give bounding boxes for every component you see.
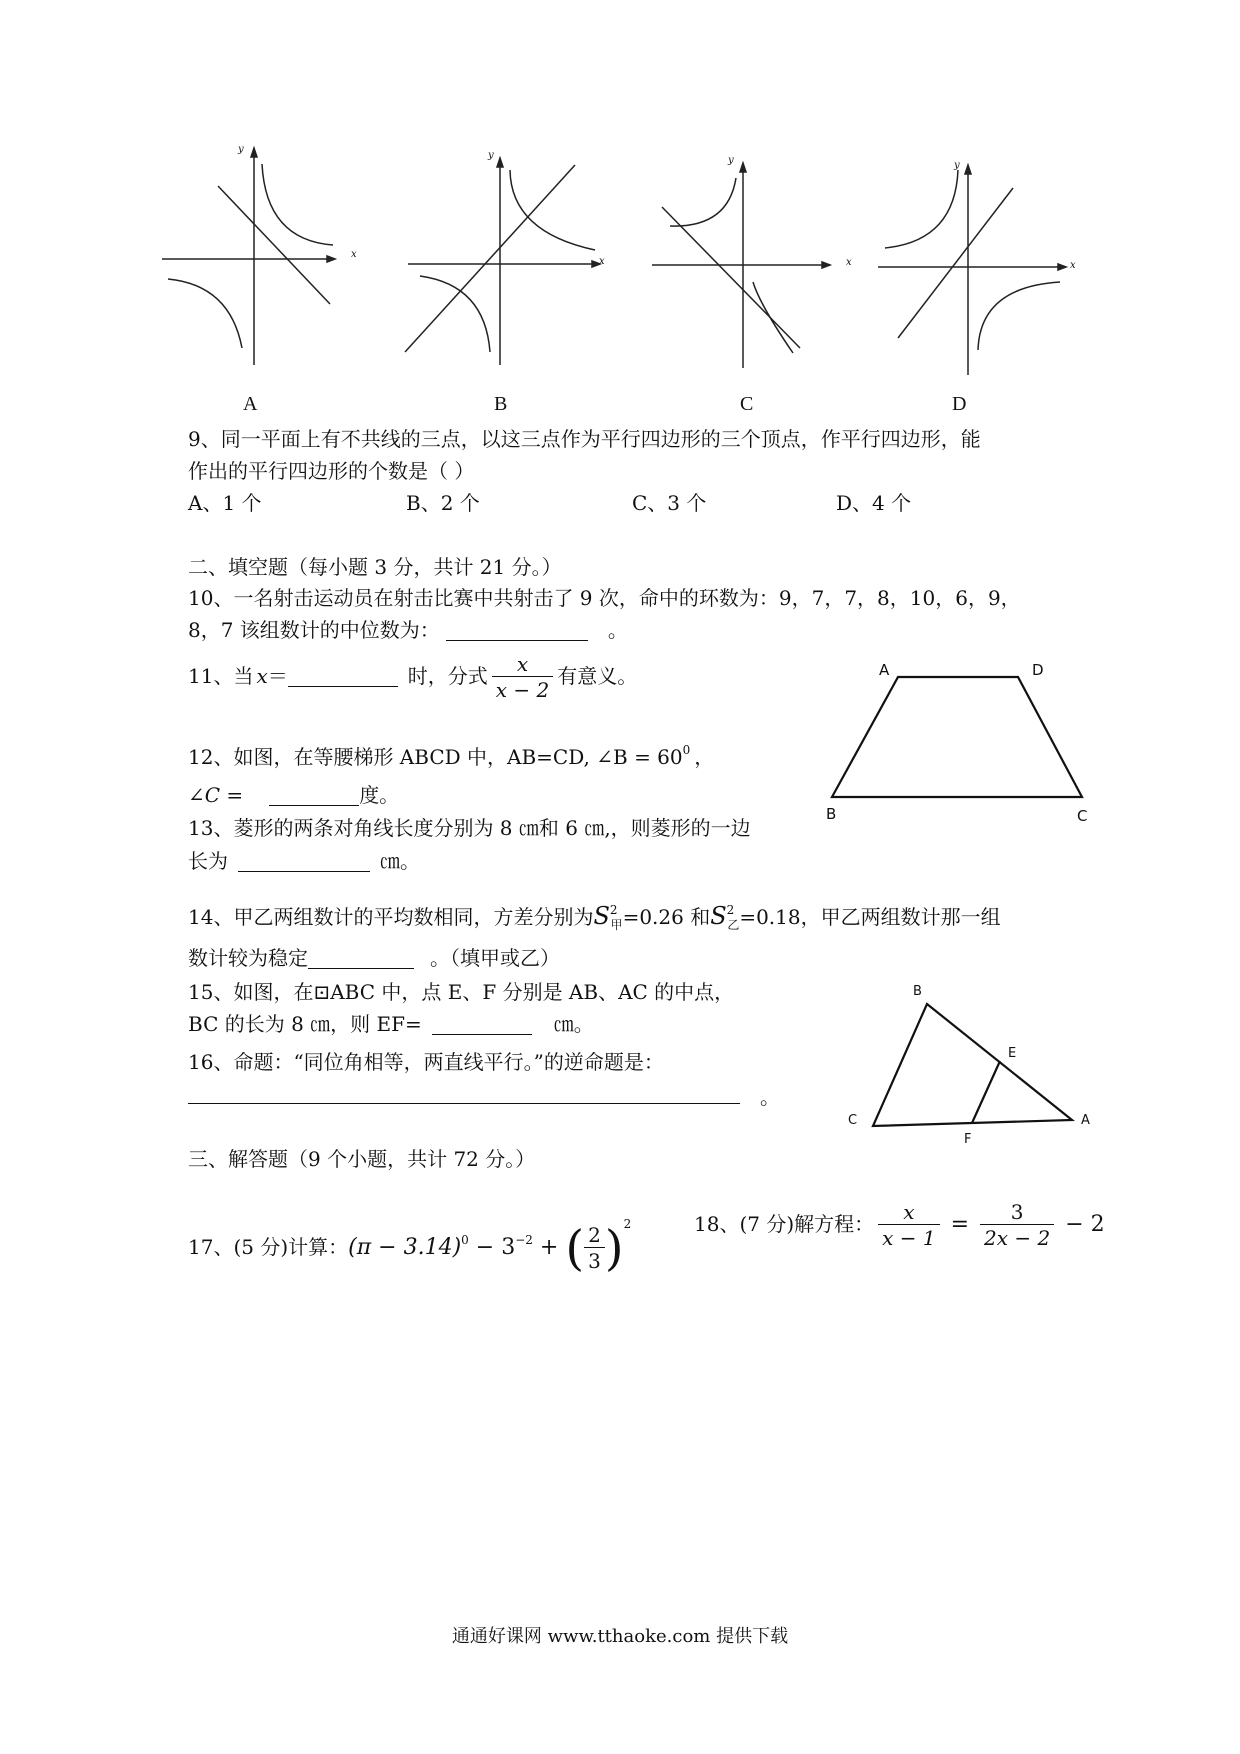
q18-fraction-right bbox=[980, 1200, 1054, 1251]
q17-line bbox=[188, 1196, 631, 1277]
q14-pre: 14、甲乙两组数计的平均数相同，方差分别为 bbox=[188, 905, 594, 929]
q12-degree: 0 bbox=[682, 743, 691, 757]
trapezoid-label-b: B bbox=[826, 805, 837, 823]
triangle-label-b: B bbox=[913, 984, 922, 999]
q18-post: − 2 bbox=[1058, 1212, 1105, 1237]
q14-v2: =0.18，甲乙两组数计那一组 bbox=[739, 905, 1001, 929]
q18-numerator-left: x bbox=[878, 1200, 939, 1225]
q14-s2-sup: 2 bbox=[726, 903, 735, 917]
q14-v1: =0.26 和 bbox=[622, 905, 711, 929]
q18-eq: = bbox=[943, 1212, 977, 1237]
q17-numerator: 2 bbox=[584, 1223, 605, 1248]
q17-pre: 17、(5 分)计算： bbox=[188, 1235, 349, 1259]
q11-denominator: x − 2 bbox=[495, 678, 550, 702]
q12-comma: ， bbox=[694, 745, 715, 769]
q9-choice-a: A、1 个 bbox=[188, 491, 262, 515]
q14-pre2: 数计较为稳定 bbox=[188, 946, 308, 970]
trapezoid-label-d: D bbox=[1032, 661, 1044, 679]
q18-denominator-left: x − 1 bbox=[882, 1226, 936, 1250]
q14-post2: 。（填甲或乙） bbox=[430, 946, 560, 970]
section3-title: 三、解答题（9 个小题，共计 72 分。） bbox=[188, 1147, 536, 1171]
footer-credit: 通通好课网 www.tthaoke.com 提供下载 bbox=[451, 1626, 789, 1647]
q17-fraction bbox=[584, 1223, 605, 1274]
q16-end: 。 bbox=[760, 1085, 780, 1109]
triangle-label-a: A bbox=[1081, 1113, 1090, 1128]
q18-numerator-right: 3 bbox=[980, 1200, 1054, 1225]
graph-label-c: C bbox=[740, 393, 754, 415]
axis-label-x-c: x bbox=[846, 257, 852, 268]
q18-fraction-left bbox=[878, 1200, 939, 1251]
graph-label-d: D bbox=[952, 393, 967, 415]
q11-eq: ＝ bbox=[267, 664, 288, 688]
q11-numerator: x bbox=[492, 652, 553, 677]
triangle-label-e: E bbox=[1008, 1046, 1017, 1061]
q11-var: x bbox=[256, 664, 268, 688]
q11-pre: 11、当 bbox=[188, 664, 254, 688]
q15-post: ㎝。 bbox=[553, 1012, 594, 1036]
q14-s1-sub: 甲 bbox=[610, 918, 623, 932]
axis-label-x-a: x bbox=[351, 249, 357, 260]
q9-choice-d: D、4 个 bbox=[836, 491, 912, 515]
q17-left-paren: ( bbox=[565, 1220, 585, 1277]
q12-angle-c: ∠C = bbox=[188, 783, 244, 807]
axis-label-y-d: y bbox=[954, 160, 960, 171]
trapezoid-label-a: A bbox=[879, 661, 890, 679]
q13-post: ㎝。 bbox=[380, 849, 420, 873]
q10-end: 。 bbox=[607, 618, 628, 642]
q17-exp2: −2 bbox=[515, 1233, 533, 1247]
q18-line bbox=[694, 1196, 1105, 1253]
q10-line1: 10、一名射击运动员在射击比赛中共射击了 9 次，命中的环数为：9，7，7，8，10，6，9， bbox=[188, 586, 1021, 610]
q11-post: 有意义。 bbox=[557, 664, 638, 688]
q16-line1: 16、命题：“同位角相等，两直线平行。”的逆命题是： bbox=[188, 1050, 664, 1074]
q14-s1: S bbox=[593, 902, 610, 930]
graph-label-b: B bbox=[494, 393, 508, 415]
axis-label-x-b: x bbox=[599, 256, 605, 267]
q9-choice-b: B、2 个 bbox=[406, 491, 480, 515]
q15-pre: BC 的长为 8 ㎝，则 EF= bbox=[188, 1012, 422, 1036]
q9-line1: 9、同一平面上有不共线的三点，以这三点作为平行四边形的三个顶点，作平行四边形，能 bbox=[188, 427, 981, 451]
q17-exp1: 0 bbox=[461, 1233, 469, 1247]
q16-answer-blank[interactable] bbox=[188, 1103, 740, 1104]
q9-choice-c: C、3 个 bbox=[632, 491, 707, 515]
q17-expr3: + bbox=[532, 1235, 566, 1260]
q14-s2-sub: 乙 bbox=[727, 918, 740, 932]
axis-label-x-d: x bbox=[1070, 260, 1076, 271]
q17-expr1: (π − 3.14) bbox=[348, 1235, 462, 1260]
q13-line1: 13、菱形的两条对角线长度分别为 8 ㎝和 6 ㎝,，则菱形的一边 bbox=[188, 816, 751, 840]
trapezoid-label-c: C bbox=[1077, 807, 1088, 825]
triangle-label-f: F bbox=[964, 1132, 972, 1147]
q12-text: 12、如图，在等腰梯形 ABCD 中，AB=CD, ∠B = 60 bbox=[188, 745, 683, 769]
axis-label-y-c: y bbox=[728, 155, 734, 166]
triangle-label-c: C bbox=[848, 1113, 858, 1128]
q18-pre: 18、(7 分)解方程： bbox=[694, 1212, 875, 1236]
q17-denominator: 3 bbox=[588, 1249, 601, 1273]
q18-denominator-right: 2x − 2 bbox=[984, 1226, 1051, 1250]
q10-text: 8，7 该组数计的中位数为： bbox=[188, 618, 440, 642]
q15-line1: 15、如图，在⊡ABC 中，点 E、F 分别是 AB、AC 的中点， bbox=[188, 980, 735, 1004]
q9-line2: 作出的平行四边形的个数是（ ） bbox=[188, 459, 475, 483]
axis-label-y-a: y bbox=[238, 144, 244, 155]
axis-label-y-b: y bbox=[488, 150, 494, 161]
graph-label-a: A bbox=[243, 393, 258, 415]
q14-s2: S bbox=[710, 902, 727, 930]
q11-mid: 时，分式 bbox=[407, 664, 488, 688]
q14-s1-sup: 2 bbox=[609, 903, 618, 917]
q17-right-paren: ) bbox=[604, 1220, 624, 1277]
q13-pre: 长为 bbox=[188, 849, 228, 873]
q17-exp3: 2 bbox=[623, 1217, 632, 1231]
section2-title: 二、填空题（每小题 3 分，共计 21 分。） bbox=[188, 555, 562, 579]
q12-post: 度。 bbox=[359, 783, 400, 807]
q17-expr2: − 3 bbox=[468, 1235, 516, 1260]
